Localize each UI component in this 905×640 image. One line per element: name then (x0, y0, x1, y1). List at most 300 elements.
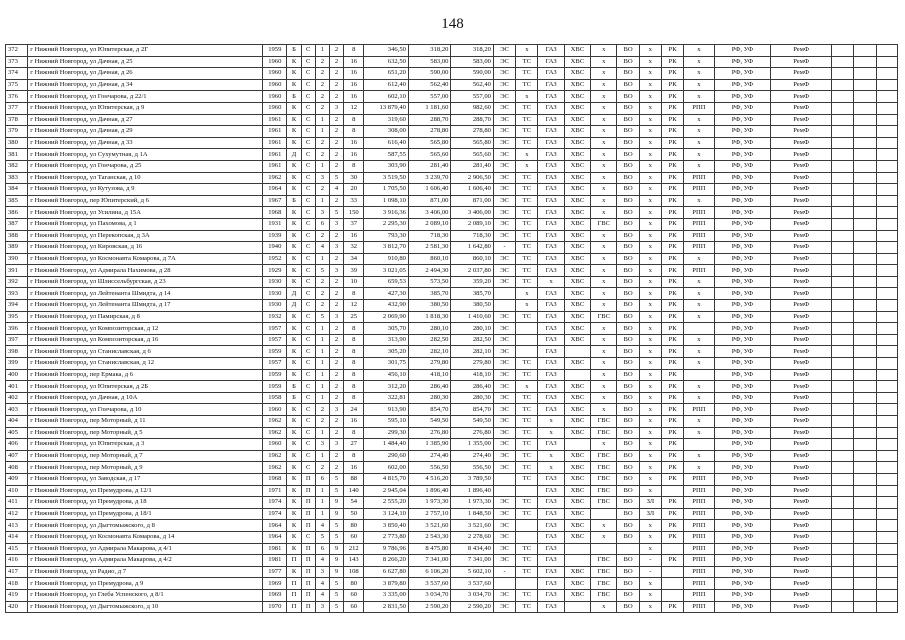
cell-elevator: х (639, 102, 661, 114)
table-row (6, 497, 898, 509)
cell-empty (832, 56, 854, 68)
cell-heating: ТС (516, 311, 538, 323)
cell-hot-water: х (591, 195, 617, 207)
cell-repair-fund: РемФ (771, 427, 832, 439)
cell-cold-water: ХВС (564, 149, 590, 161)
cell-address: г Нижний Новгород, ул Заводская, д 17 (28, 473, 263, 485)
cell-cold-water: ХВС (564, 566, 590, 578)
cell-address: г Нижний Новгород, ул Радио, д 7 (28, 566, 263, 578)
cell-elevator: х (639, 230, 661, 242)
cell-apartments-count: 16 (344, 56, 364, 68)
cell-row-number: 413 (6, 520, 28, 532)
cell-elevator: х (639, 485, 661, 497)
cell-empty (854, 184, 876, 196)
cell-apartments-count: 54 (344, 497, 364, 509)
cell-year-built: 1932 (263, 311, 287, 323)
cell-wall-material-code: К (287, 207, 301, 219)
cell-living-area: 3 521,60 (408, 520, 451, 532)
table-row (6, 265, 898, 277)
cell-hot-water: х (591, 369, 617, 381)
cell-sewerage: ВО (617, 195, 639, 207)
cell-empty (832, 207, 854, 219)
cell-apartments-count: 8 (344, 427, 364, 439)
cell-empty (854, 589, 876, 601)
cell-gas: ГАЗ (538, 172, 564, 184)
cell-floors-count: 2 (329, 416, 343, 428)
cell-wall-material-code: К (287, 404, 301, 416)
cell-apartments-count: 27 (344, 439, 364, 451)
cell-funding-source: РФ, УФ (714, 160, 771, 172)
cell-empty (876, 79, 897, 91)
cell-sewerage: ВО (617, 207, 639, 219)
cell-sewerage: ВО (617, 346, 639, 358)
cell-residential-area: 2 590,20 (451, 601, 494, 613)
cell-elevator: х (639, 276, 661, 288)
cell-address: г Нижний Новгород, пер Юпитерский, д 6 (28, 195, 263, 207)
cell-wall-material-code: К (287, 311, 301, 323)
cell-hot-water: х (591, 126, 617, 138)
cell-cold-water: ХВС (564, 56, 590, 68)
cell-cold-water (564, 601, 590, 613)
cell-roof (661, 543, 683, 555)
cell-row-number: 412 (6, 508, 28, 520)
cell-total-area: 8 266,20 (364, 555, 409, 567)
cell-residential-area: 3 537,60 (451, 578, 494, 590)
cell-empty (854, 195, 876, 207)
cell-gas: ГАЗ (538, 555, 564, 567)
table-row (6, 427, 898, 439)
cell-electricity: ЭС (493, 253, 515, 265)
cell-elevator: х (639, 473, 661, 485)
cell-year-built: 1968 (263, 473, 287, 485)
cell-construction-code: С (301, 346, 315, 358)
cell-wall-material-code: К (287, 543, 301, 555)
cell-electricity: ЭС (493, 276, 515, 288)
cell-empty (854, 45, 876, 57)
page-number: 148 (441, 16, 464, 32)
cell-apartments-count: 8 (344, 369, 364, 381)
cell-living-area: 1 606,40 (408, 184, 451, 196)
cell-entrances-count: 1 (315, 346, 329, 358)
cell-entrances-count: 1 (315, 195, 329, 207)
cell-funding-source: РФ, УФ (714, 392, 771, 404)
cell-residential-area: 282,50 (451, 334, 494, 346)
cell-repair-fund: РемФ (771, 91, 832, 103)
cell-year-built: 1970 (263, 601, 287, 613)
cell-electricity: ЭС (493, 508, 515, 520)
cell-living-area: 6 106,20 (408, 566, 451, 578)
cell-empty (854, 508, 876, 520)
cell-empty (854, 555, 876, 567)
cell-empty (876, 439, 897, 451)
cell-gas: ГАЗ (538, 126, 564, 138)
cell-funding-source: РФ, УФ (714, 566, 771, 578)
cell-year-built: 1981 (263, 543, 287, 555)
cell-roof: РК (661, 392, 683, 404)
cell-electricity: ЭС (493, 137, 515, 149)
cell-row-number: 403 (6, 404, 28, 416)
cell-floors-count: 9 (329, 555, 343, 567)
cell-empty (876, 381, 897, 393)
cell-entrances-count: 3 (315, 601, 329, 613)
cell-funding-source: РФ, УФ (714, 416, 771, 428)
table-row (6, 589, 898, 601)
cell-heating (516, 485, 538, 497)
cell-row-number: 392 (6, 276, 28, 288)
cell-year-built: 1974 (263, 508, 287, 520)
cell-sewerage: ВО (617, 508, 639, 520)
cell-roof: РК (661, 369, 683, 381)
cell-year-built: 1971 (263, 485, 287, 497)
cell-repair-fund: РемФ (771, 439, 832, 451)
cell-row-number: 390 (6, 253, 28, 265)
cell-gas: ГАЗ (538, 56, 564, 68)
cell-entrances-count: 1 (315, 126, 329, 138)
cell-year-built: 1962 (263, 416, 287, 428)
cell-refuse-chute: РПП (684, 531, 714, 543)
cell-empty (854, 334, 876, 346)
cell-floors-count: 2 (329, 114, 343, 126)
table-row (6, 68, 898, 80)
cell-cold-water: ХВС (564, 126, 590, 138)
cell-apartments-count: 50 (344, 508, 364, 520)
cell-heating: х (516, 300, 538, 312)
cell-living-area: 1 385,90 (408, 439, 451, 451)
cell-refuse-chute: х (684, 300, 714, 312)
cell-gas: ГАЗ (538, 323, 564, 335)
cell-living-area: 860,10 (408, 253, 451, 265)
cell-entrances-count: 2 (315, 416, 329, 428)
cell-total-area: 303,90 (364, 160, 409, 172)
cell-address: г Нижний Новгород, ул Глеба Успенского, д 8/1 (28, 589, 263, 601)
cell-address: г Нижний Новгород, пер Ермака, д 6 (28, 369, 263, 381)
cell-empty (854, 416, 876, 428)
cell-funding-source: РФ, УФ (714, 276, 771, 288)
cell-cold-water: ХВС (564, 578, 590, 590)
table-row (6, 601, 898, 613)
cell-entrances-count: 2 (315, 230, 329, 242)
cell-wall-material-code: К (287, 497, 301, 509)
cell-apartments-count: 108 (344, 566, 364, 578)
cell-address: г Нижний Новгород, ул Гончарова, д 25 (28, 160, 263, 172)
cell-repair-fund: РемФ (771, 253, 832, 265)
cell-roof: РК (661, 253, 683, 265)
cell-repair-fund: РемФ (771, 218, 832, 230)
cell-elevator: х (639, 265, 661, 277)
cell-refuse-chute: РПП (684, 589, 714, 601)
cell-row-number: 416 (6, 555, 28, 567)
cell-entrances-count: 6 (315, 543, 329, 555)
cell-empty (832, 462, 854, 474)
cell-hot-water: ГВС (591, 311, 617, 323)
cell-empty (832, 91, 854, 103)
cell-elevator: х (639, 404, 661, 416)
cell-construction-code: С (301, 184, 315, 196)
cell-hot-water: х (591, 68, 617, 80)
cell-gas: ГАЗ (538, 45, 564, 57)
cell-repair-fund: РемФ (771, 172, 832, 184)
cell-funding-source: РФ, УФ (714, 230, 771, 242)
cell-wall-material-code: К (287, 114, 301, 126)
cell-electricity: ЭС (493, 265, 515, 277)
cell-floors-count: 2 (329, 45, 343, 57)
cell-empty (854, 346, 876, 358)
cell-cold-water: ХВС (564, 172, 590, 184)
cell-address: г Нижний Новгород, ул Дачная, д 27 (28, 114, 263, 126)
cell-empty (854, 311, 876, 323)
cell-roof: РК (661, 416, 683, 428)
cell-repair-fund: РемФ (771, 56, 832, 68)
cell-address: г Нижний Новгород, ул Памирская, д 8 (28, 311, 263, 323)
cell-wall-material-code: К (287, 334, 301, 346)
cell-roof: РК (661, 508, 683, 520)
table-row (6, 114, 898, 126)
cell-row-number: 410 (6, 485, 28, 497)
cell-elevator: х (639, 601, 661, 613)
cell-row-number: 379 (6, 126, 28, 138)
cell-heating (516, 520, 538, 532)
cell-elevator: х (639, 392, 661, 404)
cell-wall-material-code: К (287, 358, 301, 370)
cell-living-area: 2 581,30 (408, 242, 451, 254)
cell-address: г Нижний Новгород, пер Моторный, д 5 (28, 427, 263, 439)
cell-gas: ГАЗ (538, 149, 564, 161)
cell-repair-fund: РемФ (771, 126, 832, 138)
table-row (6, 253, 898, 265)
cell-electricity (493, 473, 515, 485)
cell-entrances-count: 1 (315, 358, 329, 370)
cell-living-area: 1 181,60 (408, 102, 451, 114)
cell-year-built: 1964 (263, 520, 287, 532)
cell-repair-fund: РемФ (771, 323, 832, 335)
cell-total-area: 456,10 (364, 369, 409, 381)
cell-floors-count: 2 (329, 56, 343, 68)
cell-address: г Нижний Новгород, ул Дачная, д 29 (28, 126, 263, 138)
cell-gas: ГАЗ (538, 392, 564, 404)
cell-elevator: х (639, 91, 661, 103)
cell-empty (854, 485, 876, 497)
cell-row-number: 393 (6, 288, 28, 300)
cell-apartments-count: 8 (344, 160, 364, 172)
cell-wall-material-code: К (287, 416, 301, 428)
cell-row-number: 375 (6, 79, 28, 91)
cell-construction-code: С (301, 172, 315, 184)
cell-gas: ГАЗ (538, 311, 564, 323)
cell-apartments-count: 25 (344, 311, 364, 323)
cell-empty (854, 369, 876, 381)
cell-cold-water: ХВС (564, 276, 590, 288)
cell-roof: РК (661, 497, 683, 509)
cell-cold-water: ХВС (564, 207, 590, 219)
cell-cold-water: ХВС (564, 323, 590, 335)
cell-total-area: 3 879,80 (364, 578, 409, 590)
cell-cold-water: ХВС (564, 404, 590, 416)
cell-apartments-count: 32 (344, 242, 364, 254)
cell-elevator: х (639, 323, 661, 335)
cell-address: г Нижний Новгород, ул Кировская, д 16 (28, 242, 263, 254)
cell-repair-fund: РемФ (771, 68, 832, 80)
cell-floors-count: 4 (329, 184, 343, 196)
cell-gas: ГАЗ (538, 68, 564, 80)
cell-funding-source: РФ, УФ (714, 195, 771, 207)
cell-year-built: 1931 (263, 218, 287, 230)
cell-year-built: 1957 (263, 323, 287, 335)
cell-sewerage: ВО (617, 56, 639, 68)
table-row (6, 102, 898, 114)
cell-wall-material-code: К (287, 520, 301, 532)
cell-living-area: 2 494,30 (408, 265, 451, 277)
cell-empty (876, 358, 897, 370)
cell-construction-code: С (301, 381, 315, 393)
cell-refuse-chute: РПП (684, 601, 714, 613)
cell-entrances-count: 2 (315, 462, 329, 474)
cell-row-number: 401 (6, 381, 28, 393)
cell-wall-material-code: К (287, 265, 301, 277)
cell-funding-source: РФ, УФ (714, 473, 771, 485)
cell-total-area: 4 815,70 (364, 473, 409, 485)
cell-floors-count: 2 (329, 462, 343, 474)
cell-funding-source: РФ, УФ (714, 253, 771, 265)
cell-refuse-chute: х (684, 450, 714, 462)
cell-roof: РК (661, 462, 683, 474)
cell-row-number: 395 (6, 311, 28, 323)
cell-entrances-count: 1 (315, 427, 329, 439)
table-row (6, 126, 898, 138)
cell-gas: ГАЗ (538, 346, 564, 358)
cell-entrances-count: 4 (315, 578, 329, 590)
cell-repair-fund: РемФ (771, 555, 832, 567)
cell-electricity (493, 578, 515, 590)
cell-sewerage: ВО (617, 300, 639, 312)
cell-total-area: 913,90 (364, 404, 409, 416)
cell-elevator: х (639, 520, 661, 532)
cell-heating (516, 578, 538, 590)
cell-year-built: 1957 (263, 358, 287, 370)
cell-empty (854, 172, 876, 184)
cell-address: г Нижний Новгород, пер Моторный, д 9 (28, 462, 263, 474)
cell-residential-area: 1 973,30 (451, 497, 494, 509)
cell-repair-fund: РемФ (771, 102, 832, 114)
cell-heating: ТС (516, 230, 538, 242)
cell-empty (832, 566, 854, 578)
cell-refuse-chute: х (684, 427, 714, 439)
cell-wall-material-code: К (287, 276, 301, 288)
cell-heating: ТС (516, 79, 538, 91)
cell-entrances-count: 2 (315, 56, 329, 68)
cell-construction-code: С (301, 300, 315, 312)
cell-apartments-count: 8 (344, 45, 364, 57)
cell-empty (854, 300, 876, 312)
cell-cold-water (564, 543, 590, 555)
cell-row-number: 405 (6, 427, 28, 439)
cell-gas: ГАЗ (538, 473, 564, 485)
cell-entrances-count: 2 (315, 68, 329, 80)
cell-year-built: 1961 (263, 114, 287, 126)
cell-living-area: 590,00 (408, 68, 451, 80)
cell-apartments-count: 16 (344, 149, 364, 161)
cell-empty (832, 578, 854, 590)
cell-address: г Нижний Новгород, ул Усилина, д 15А (28, 207, 263, 219)
cell-floors-count: 2 (329, 253, 343, 265)
table-row (6, 485, 898, 497)
cell-roof: РК (661, 276, 683, 288)
cell-apartments-count: 16 (344, 79, 364, 91)
cell-total-area: 432,90 (364, 300, 409, 312)
cell-sewerage: ВО (617, 555, 639, 567)
cell-apartments-count: 143 (344, 555, 364, 567)
cell-floors-count: 2 (329, 68, 343, 80)
cell-sewerage: ВО (617, 601, 639, 613)
cell-empty (854, 253, 876, 265)
cell-elevator: х (639, 56, 661, 68)
cell-apartments-count: 24 (344, 404, 364, 416)
cell-empty (832, 543, 854, 555)
cell-cold-water: ХВС (564, 114, 590, 126)
cell-gas: ГАЗ (538, 114, 564, 126)
cell-refuse-chute (684, 369, 714, 381)
cell-funding-source: РФ, УФ (714, 300, 771, 312)
table-row (6, 323, 898, 335)
cell-funding-source: РФ, УФ (714, 184, 771, 196)
cell-cold-water: ХВС (564, 242, 590, 254)
cell-living-area: 3 239,70 (408, 172, 451, 184)
cell-apartments-count: 16 (344, 462, 364, 474)
cell-cold-water: ХВС (564, 265, 590, 277)
table-row (6, 184, 898, 196)
cell-refuse-chute: х (684, 137, 714, 149)
cell-construction-code: П (301, 601, 315, 613)
cell-sewerage: ВО (617, 184, 639, 196)
cell-wall-material-code: К (287, 346, 301, 358)
cell-heating: ТС (516, 276, 538, 288)
cell-elevator: х (639, 45, 661, 57)
cell-year-built: 1961 (263, 160, 287, 172)
cell-gas: ГАЗ (538, 253, 564, 265)
cell-floors-count: 5 (329, 473, 343, 485)
cell-hot-water: х (591, 300, 617, 312)
cell-row-number: 397 (6, 334, 28, 346)
cell-residential-area: 583,00 (451, 56, 494, 68)
cell-year-built: 1940 (263, 242, 287, 254)
cell-heating: ТС (516, 497, 538, 509)
cell-elevator: х (639, 358, 661, 370)
cell-residential-area: 1 355,00 (451, 439, 494, 451)
cell-roof: РК (661, 56, 683, 68)
cell-total-area: 3 916,36 (364, 207, 409, 219)
cell-gas: ГАЗ (538, 566, 564, 578)
cell-floors-count: 2 (329, 195, 343, 207)
cell-empty (854, 137, 876, 149)
cell-empty (876, 137, 897, 149)
cell-address: г Нижний Новгород, ул Адмирала Макарова, д 4/1 (28, 543, 263, 555)
cell-living-area: 276,80 (408, 427, 451, 439)
cell-roof (661, 589, 683, 601)
cell-empty (854, 114, 876, 126)
cell-total-area: 616,40 (364, 137, 409, 149)
cell-repair-fund: РемФ (771, 578, 832, 590)
cell-residential-area: 854,70 (451, 404, 494, 416)
cell-heating: ТС (516, 416, 538, 428)
cell-entrances-count: 4 (315, 242, 329, 254)
cell-empty (832, 497, 854, 509)
table-row (6, 79, 898, 91)
cell-empty (876, 416, 897, 428)
cell-gas: ГАЗ (538, 218, 564, 230)
cell-construction-code: С (301, 137, 315, 149)
cell-funding-source: РФ, УФ (714, 218, 771, 230)
cell-year-built: 1960 (263, 404, 287, 416)
cell-entrances-count: 1 (315, 369, 329, 381)
